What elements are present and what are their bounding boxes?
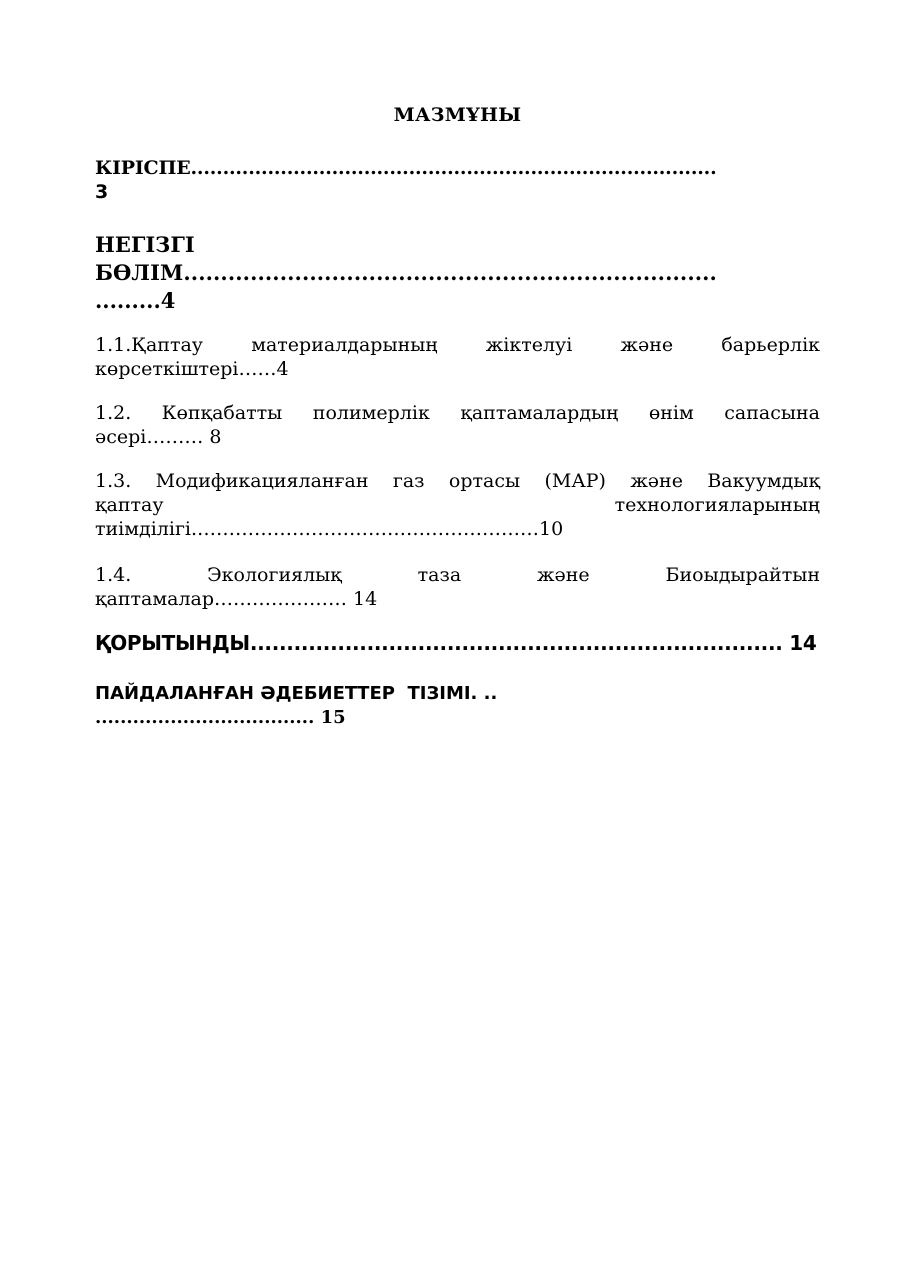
toc-entry-1-4-line1 — [95, 563, 820, 587]
word: қаптамалардың — [460, 402, 619, 424]
toc-entry-references — [95, 682, 497, 730]
toc-entry-1-2-line1 — [95, 401, 820, 425]
word: Вакуумдық — [707, 470, 820, 492]
word: Көпқабатты — [161, 402, 283, 424]
word: материалдарының — [251, 334, 438, 356]
toc-entry-conclusion — [95, 630, 816, 656]
word: барьерлік — [721, 334, 821, 356]
word: Модификацияланған — [155, 470, 369, 492]
word: полимерлік — [312, 402, 430, 424]
toc-entry-main-part — [95, 231, 717, 315]
word: 1.3. — [95, 470, 132, 492]
word: 1.2. — [95, 402, 132, 424]
toc-entry-1-3 — [95, 469, 820, 541]
toc-entry-1-4-line2: қаптамалар………………… 14 — [95, 588, 378, 610]
word: қаптау — [95, 494, 164, 516]
word: технологияларының — [614, 494, 820, 516]
word: Биоыдырайтын — [665, 564, 821, 586]
toc-entry-1-1 — [95, 333, 820, 381]
word: 1.1.Қаптау — [95, 334, 203, 356]
word: және — [537, 564, 590, 586]
toc-entry-1-3-line2 — [95, 493, 820, 517]
toc-entry-1-3-line1 — [95, 469, 820, 493]
word: (МАР) — [544, 470, 606, 492]
toc-entry-1-4 — [95, 563, 820, 611]
word: сапасына — [724, 402, 820, 424]
word: өнім — [648, 402, 694, 424]
word: Экологиялық — [207, 564, 342, 586]
word: газ — [392, 470, 425, 492]
word: ортасы — [448, 470, 521, 492]
toc-entry-1-1-line2: көрсеткіштері……4 — [95, 358, 289, 380]
toc-entry-1-3-line3: тиімділігі.………………………………………………10 — [95, 518, 564, 540]
toc-entry-references-line1: ПАЙДАЛАНҒАН ӘДЕБИЕТТЕР ТІЗІМІ. .. — [95, 683, 498, 704]
toc-entry-main-part-line3: .........4 — [95, 288, 176, 313]
toc-entry-conclusion-line: ҚОРЫТЫНДЫ......................................................................... 14 — [95, 631, 817, 655]
toc-entry-1-2 — [95, 401, 820, 449]
toc-entry-1-1-line1 — [95, 333, 820, 357]
page-title: МАЗМҰНЫ — [393, 104, 522, 126]
toc-entry-intro-page: 3 — [95, 181, 109, 203]
toc-entry-1-2-line2: әсері……… 8 — [95, 426, 222, 448]
toc-entry-main-part-line1: НЕГІЗГІ — [95, 232, 195, 257]
word: таза — [417, 564, 462, 586]
toc-entry-intro — [95, 156, 717, 204]
word: жіктелуі — [485, 334, 573, 356]
toc-entry-main-part-line2: БӨЛІМ........................................................................ — [95, 260, 717, 285]
word: және — [630, 470, 683, 492]
toc-entry-intro-title: КІРІСПЕ.................................................................................. — [95, 157, 717, 179]
toc-entry-references-line2: ................................... 15 — [95, 707, 346, 728]
word: және — [620, 334, 674, 356]
word: 1.4. — [95, 564, 132, 586]
